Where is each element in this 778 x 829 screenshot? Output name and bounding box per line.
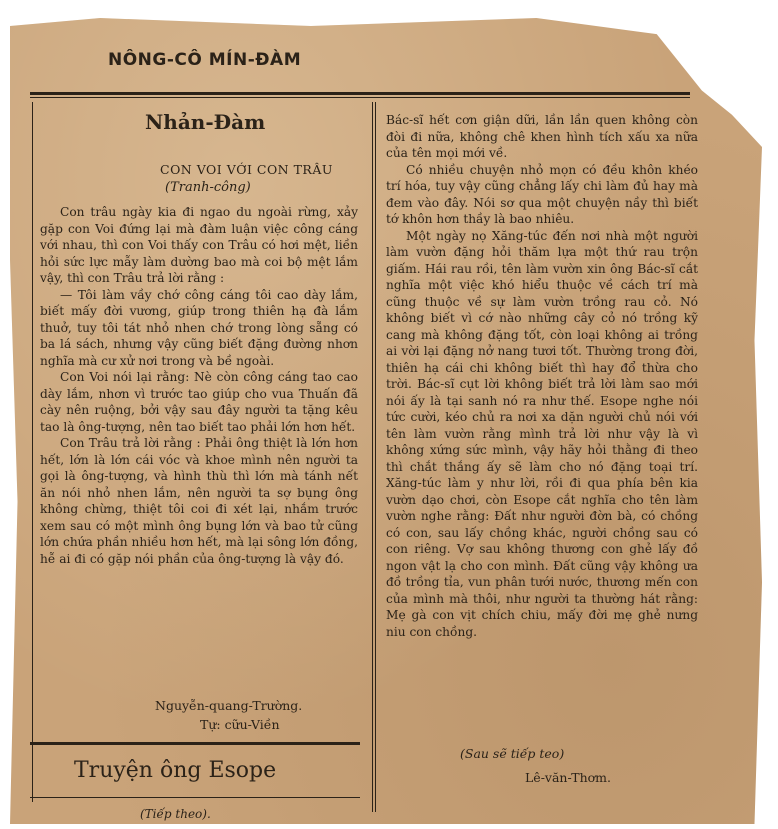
- paragraph: Con Voi nói lại rằng: Nè còn công cáng tao cao dày lắm, nhơn vì trước tao giúp cho vua Thuấn đã cày nên ruộng, bởi vậy sau đây người ta tặng kêu tao là ông-tượng, nên tao biết tao phải lớn hơn hết.: [40, 370, 358, 434]
- right-column-text: [386, 112, 698, 640]
- header-rule: [30, 92, 690, 95]
- left-border: [32, 102, 33, 802]
- story-title: CON VOI VỚI CON TRÂU: [160, 162, 333, 177]
- signature: Nguyễn-quang-Trường.: [155, 698, 303, 713]
- page-header-title: NÔNG-CÔ MÍN-ĐÀM: [108, 50, 302, 70]
- column-divider: [372, 102, 373, 812]
- story-attribution: (Tranh-công): [165, 180, 251, 195]
- to-be-continued: (Sau sẽ tiếp teo): [460, 746, 565, 761]
- paragraph: Một ngày nọ Xăng-túc đến nơi nhà một người làm vườn đặng hỏi thăm lựa một thứ rau trộn giấm. Hái rau rồi, tên làm vườn xin ông Bác-sĩ cắt nghĩa một việc khó hiểu thuộc về cách trí mà cũng thuộc về sự làm vườn trồng rau cỏ. Nó không biết vì cớ nào những cây cỏ nó trồng kỹ cang mà không đặng tốt, còn loại không ai trồng ai vời lại đặng nở nang tươi tốt. Thường trong đời, thiên hạ cái chi không biết thì hay đổ thừa cho trời. Bác-sĩ cụt lời không biết trả lời làm sao mới nói ấy là tại sanh nó ra như thế. Esope nghe nói tức cười, kéo chủ ra nơi xa dặn người chủ nói với tên làm vườn rằng mình trả lời như vậy là vì không xứng sức mình, vậy hãy hỏi thằng đi theo thì chắt thắng ấy sẽ làm cho nó đặng toại trí. Xăng-túc làm y như lời, rồi đi qua phía bên kia vườn dạo chơi, còn Esope cắt nghĩa cho tên làm vườn nghe rằng: Đất như người đờn bà, có chồng có con, sau lấy chồng khác, người chồng sau có con riêng. Vợ sau không thương con ghẻ lấy đồ ngon vật lạ cho con mình. Đất cũng vậy không ưa đồ trồng tỉa, vun phân tưới nước, thương mến con của mình mà thôi, như người ta thường hát rằng: Mẹ gà con vịt chích chiu, mấy đời mẹ ghẻ nưng niu con chồng.: [386, 228, 698, 639]
- continuation-note: (Tiếp theo).: [140, 807, 211, 821]
- section-divider: [30, 797, 360, 798]
- paragraph: Con Trâu trả lời rằng : Phải ông thiệt là lớn hơn hết, lớn là lớn cái vóc và khoe mình nên người ta gọi là ông-tượng, và hình thù thì lớn mà tánh nết ăn nói nhỏ nhen lắm, nên người ta sợ bụng ông không chừng, thiệt tôi coi đi xét lại, nhắm trước xem sau có một mình ông bụng lớn và bao tử cũng lớn chứa phần nhiều hơn hết, mà lại sông lớn đồng, hễ ai đi có gặp nói phần của ông-tượng là vậy đó.: [40, 436, 358, 566]
- paragraph: Bác-sĩ hết cơn giận dữi, lần lần quen không còn đòi đi nữa, không chê khen hình tích xấu xa nữa của tên mọi mới về.: [386, 113, 698, 160]
- header-rule-thin: [30, 97, 690, 98]
- paragraph: — Tôi làm vầy chớ công cáng tôi cao dày lắm, biết mấy đời vương, giúp trong thiên hạ đà lắm thuở, tuy tôi tát nhỏ nhen chớ trong lòng sẵng có ba lá sách, nhưng vậy cũng biết đặng đường nhơn nghĩa mà cư xử nơi trong và bề ngoài.: [40, 287, 358, 368]
- left-column-text: [40, 204, 358, 567]
- signature-source: Tự: cữu-Viền: [200, 717, 280, 732]
- author-signature: Lê-văn-Thơm.: [525, 770, 612, 785]
- esope-title: Truyện ông Esope: [74, 758, 277, 783]
- paragraph: Có nhiều chuyện nhỏ mọn có đều khôn khéo trí hóa, tuy vậy cũng chẳng lấy chi làm đủ hay mà đem vào đây. Nói sơ qua một chuyện nầy thì biết tớ khôn hơn thầy là bao nhiêu.: [386, 162, 698, 226]
- section-divider: [30, 742, 360, 745]
- paragraph: Con trâu ngày kia đi ngao du ngoài rừng, xảy gặp con Voi đứng lại mà đàm luận việc công cáng với nhau, thì con Voi thấy con Trâu có hơi mệt, liền hỏi sức lực mẫy làm dường bao mà coi bộ mệt lắm vậy, thì con Trâu trả lời rằng :: [40, 205, 358, 285]
- column-divider: [375, 102, 376, 812]
- section-title: Nhản-Đàm: [145, 110, 266, 134]
